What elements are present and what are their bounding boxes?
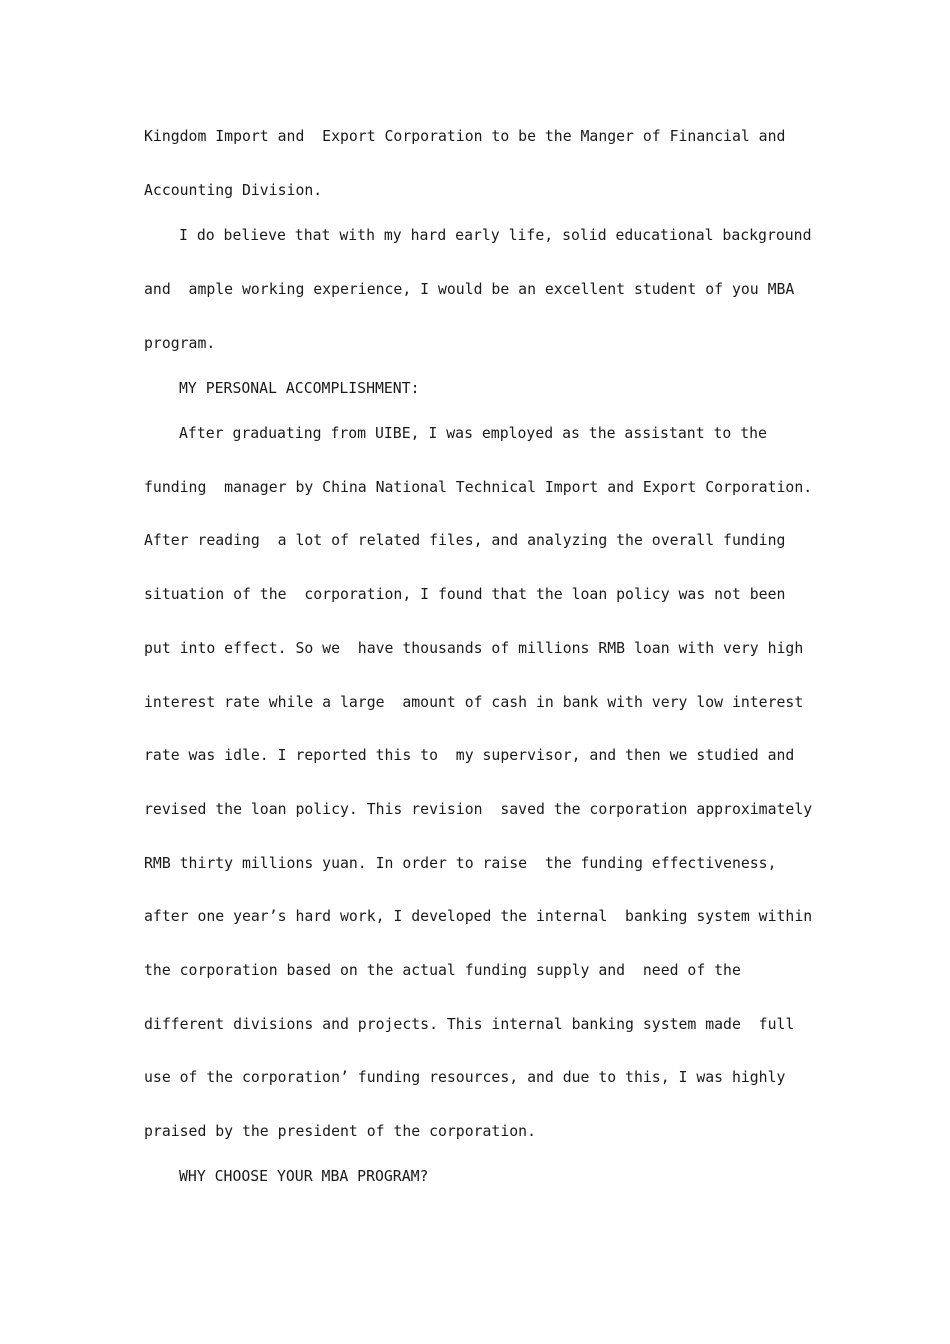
- text-line: interest rate while a large amount of cash in bank with very low interest: [144, 694, 804, 711]
- section-heading: WHY CHOOSE YOUR MBA PROGRAM?: [179, 1168, 429, 1185]
- paragraph-first-line: I do believe that with my hard early life, solid educational background: [179, 227, 812, 244]
- text-line: different divisions and projects. This internal banking system made full: [144, 1016, 795, 1033]
- text-line: use of the corporation’ funding resources, and due to this, I was highly: [144, 1069, 786, 1086]
- text-line: the corporation based on the actual funding supply and need of the: [144, 962, 741, 979]
- text-line: funding manager by China National Technical Import and Export Corporation.: [144, 479, 813, 496]
- text-line: praised by the president of the corporation.: [144, 1123, 536, 1140]
- section-heading: MY PERSONAL ACCOMPLISHMENT:: [179, 380, 420, 397]
- text-line: RMB thirty millions yuan. In order to raise the funding effectiveness,: [144, 855, 777, 872]
- text-line: program.: [144, 335, 216, 352]
- paragraph-first-line: After graduating from UIBE, I was employed as the assistant to the: [179, 425, 767, 442]
- text-line: Accounting Division.: [144, 182, 323, 199]
- text-line: revised the loan policy. This revision saved the corporation approximately: [144, 801, 813, 818]
- text-line: after one year’s hard work, I developed the internal banking system within: [144, 908, 813, 925]
- text-line: rate was idle. I reported this to my supervisor, and then we studied and: [144, 747, 795, 764]
- text-line: situation of the corporation, I found that the loan policy was not been: [144, 586, 786, 603]
- text-line: After reading a lot of related files, and analyzing the overall funding: [144, 532, 786, 549]
- text-line: Kingdom Import and Export Corporation to be the Manger of Financial and: [144, 128, 786, 145]
- text-line: put into effect. So we have thousands of millions RMB loan with very high: [144, 640, 804, 657]
- text-line: and ample working experience, I would be an excellent student of you MBA: [144, 281, 795, 298]
